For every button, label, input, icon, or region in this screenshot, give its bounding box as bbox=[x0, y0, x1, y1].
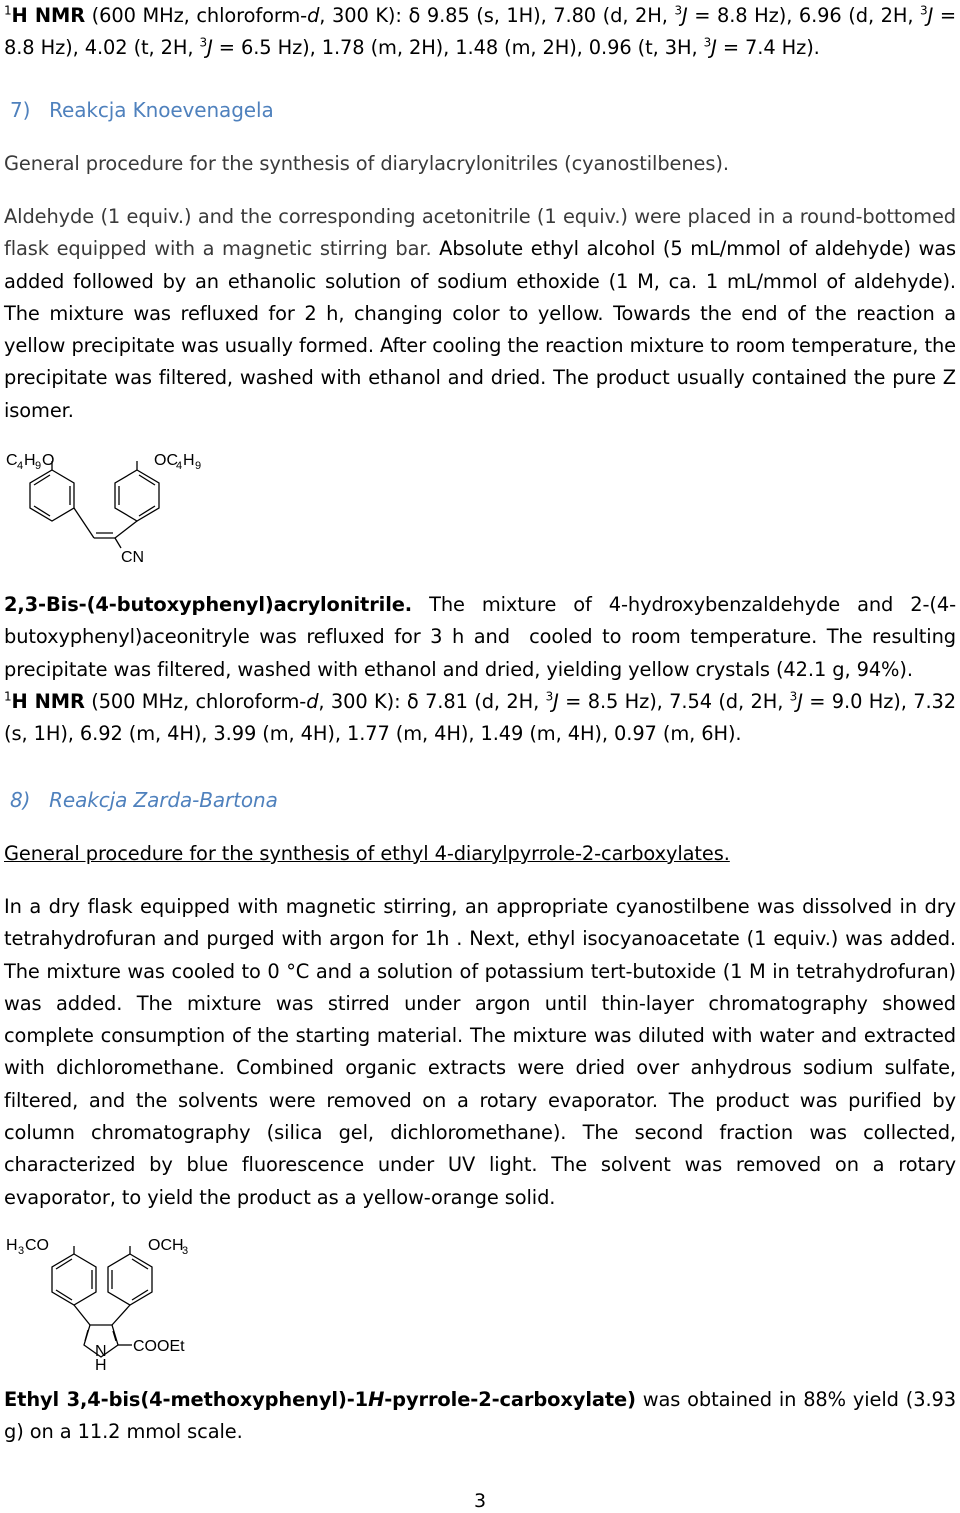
svg-text:4: 4 bbox=[176, 460, 183, 472]
svg-text:H: H bbox=[95, 1357, 107, 1370]
procedure-body-7: Aldehyde (1 equiv.) and the corresponding acetonitrile (1 equiv.) were placed in a round-bottomed flask equipped with a magnetic stirring bar. Absolute ethyl alcohol (5 mL/mmol of aldehyde) was added followed by an ethanolic solution of sodium ethoxide (1 M, ca. 1 mL/mmol of aldehyde). The mixture was refluxed for 2 h, changing color to yellow. Towards the end of the reaction a yellow precipitate was usually formed. After cooling the reaction mixture to room temperature, the precipitate was filtered, washed with ethanol and dried. The product usually contained the pure Z isomer. bbox=[4, 205, 956, 422]
compound-paragraph-1: 2,3-Bis-(4-butoxyphenyl)acrylonitrile. The mixture of 4-hydroxybenzaldehyde and 2-(4-butoxyphenyl)aceonitryle was refluxed for 3 h and cooled to room temperature. The resulting precipitate was filtered, washed with ethanol and dried, yielding yellow crystals (42.1 g, 94%). $^1$H NMR (500 MHz, chloroform-d, 300 K): δ 7.81 (d, 2H, $^3$J = 8.5 Hz), 7.54 (d, 2H, $^3$J = 9.0 Hz), 7.32 (s, 1H), 6.92 (m, 4H), 3.99 (m, 4H), 1.77 (m, 4H), 1.49 (m, 4H), 0.97 (m, 6H). bbox=[4, 593, 957, 746]
procedure-title-8: General procedure for the synthesis of ethyl 4-diarylpyrrole-2-carboxylates. bbox=[4, 842, 730, 865]
svg-text:O: O bbox=[42, 452, 55, 469]
procedure-body-8: In a dry flask equipped with magnetic stirring, an appropriate cyanostilbene was dissolved in dry tetrahydrofuran and purged with argon for 1h . Next, ethyl isocyanoacetate (1 equiv.) was added. The mixture was cooled to 0 °C and a solution of potassium tert-butoxide (1 M in tetrahydrofuran) was added. The mixture was stirred under argon until thin-layer chromatography showed complete consumption of the starting material. The mixture was diluted with water and extracted with dichloromethane. Combined organic extracts were dried over anhydrous sodium sulfate, filtered, and the solvents were removed on a rotary evaporator. The product was purified by column chromatography (silica gel, dichloromethane). The second fraction was collected, characterized by blue fluorescence under UV light. The solvent was removed on a rotary evaporator, to yield the product as a yellow-orange solid. bbox=[4, 895, 956, 1209]
svg-text:9: 9 bbox=[195, 460, 202, 472]
structure-diagram-1 bbox=[0, 445, 240, 570]
svg-text:3: 3 bbox=[18, 1245, 25, 1257]
section-heading-7: 7) Reakcja Knoevenagela bbox=[10, 98, 274, 122]
page-number: 3 bbox=[473, 1490, 487, 1512]
nmr-label: H NMR bbox=[11, 4, 86, 27]
svg-text:OCH: OCH bbox=[148, 1237, 184, 1254]
procedure-title-7: General procedure for the synthesis of diarylacrylonitriles (cyanostilbenes). bbox=[4, 152, 729, 175]
compound-name-2: Ethyl 3,4-bis(4-methoxyphenyl)-1H-pyrrole-2-carboxylate) bbox=[4, 1388, 636, 1411]
compound-name-1: 2,3-Bis-(4-butoxyphenyl)acrylonitrile. bbox=[4, 593, 413, 616]
structure-diagram-2 bbox=[0, 1230, 260, 1370]
svg-text:CO: CO bbox=[25, 1237, 49, 1254]
svg-text:4: 4 bbox=[17, 460, 24, 472]
nmr-superscript-1: 1 bbox=[4, 3, 12, 18]
struct1-cn: CN bbox=[121, 549, 145, 566]
struct1-oc: OC bbox=[154, 452, 178, 469]
nmr-paragraph-1: $^1$H NMR (600 MHz, chloroform-d, 300 K): δ 9.85 (s, 1H), 7.80 (d, 2H, $^3$J = 8.8 Hz), 6.96 (d, 2H, $^3$J = 8.8 Hz), 4.02 (t, 2H, $^3$J = 6.5 Hz), 1.78 (m, 2H), 1.48 (m, 2H), 0.96 (t, 3H, $^3$J = 7.4 Hz). bbox=[4, 3, 956, 60]
svg-text:H: H bbox=[6, 1237, 18, 1254]
svg-text:9: 9 bbox=[35, 460, 42, 472]
svg-text:H: H bbox=[24, 452, 36, 469]
svg-text:N: N bbox=[95, 1343, 107, 1360]
svg-text:COOEt: COOEt bbox=[133, 1338, 185, 1355]
svg-text:H: H bbox=[183, 452, 195, 469]
compound-paragraph-2: Ethyl 3,4-bis(4-methoxyphenyl)-1H-pyrrole-2-carboxylate) was obtained in 88% yield (3.93 g) on a 11.2 mmol scale. bbox=[4, 1388, 957, 1444]
svg-text:3: 3 bbox=[182, 1245, 189, 1257]
section-heading-8: 8) Reakcja Zarda-Bartona bbox=[10, 788, 278, 812]
struct1-c: C bbox=[6, 452, 18, 469]
